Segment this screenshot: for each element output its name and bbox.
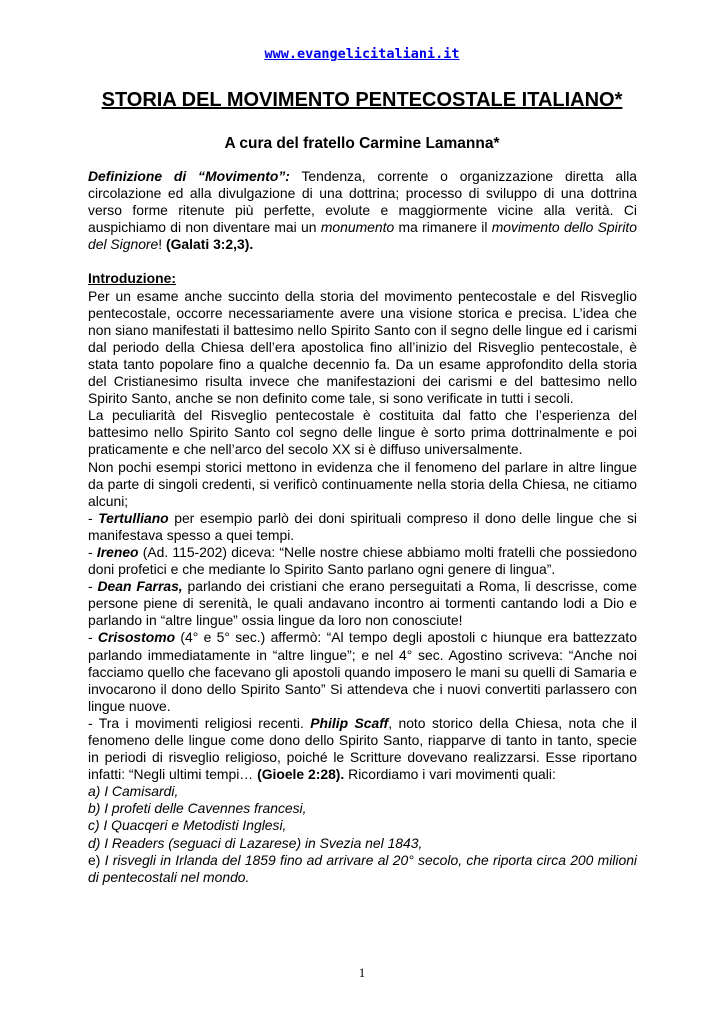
text-scaff: , noto storico della Chiesa, nota che il fenomeno delle lingue come dono dello Spirito Santo, riapparve di tanto in tanto, specie in periodi di risveglio religioso, poiché le Scritture dovevano realizzarsi. Esse riportano infatti: “Negli ultimi tempi… [88, 714, 638, 783]
example-scaff [88, 715, 637, 783]
example-ireneo [88, 544, 637, 578]
intro-paragraph-1: Per un esame anche succinto della storia del movimento pentecostale e del Risveglio pentecostale, occorre necessariamente avere una visione storica e precisa. L’idea che non siano manifestati il battesimo nello Spirito Santo con il segno delle lingue ed i carismi dal periodo della Chiesa dell’era apostolica fino all’inizio del Risveglio pentecostale, è stata tanto popolare fino a qualche decennio fa. Da un esame approfondito della storia del Cristianesimo risulta invece che manifestazioni dei carismi e del battesimo nello Spirito Santo, anche se non definito come tale, si sono verificate in tutti i secoli. [88, 287, 637, 407]
dash-marker: - [88, 629, 98, 646]
text-ireneo: (Ad. 115-202) diceva: “Nelle nostre chiese abbiamo molti fratelli che possiedono doni profetici e che mediante lo Spirito Santo parlano ogni genere di lingua”. [88, 543, 637, 578]
text-tertulliano: per esempio parlò dei doni spirituali compreso il dono delle lingue che si manifestava spesso a quei tempi. [88, 509, 637, 543]
example-tertulliano [88, 510, 637, 544]
text-crisostomo: (4° e 5° sec.) affermò: “Al tempo degli apostoli c hiunque era battezzato parlando immediatamente in “altre lingue”; e nel 4° sec. Agostino scriveva: “Anche noi facciamo quello che facevano gli apostoli quando imposero le mani su quelli di Samaria e invocarono il dono dello Spirito Santo” Si attendeva che i nuovi convertiti parlassero con lingue nuove. [88, 629, 637, 714]
dash-marker: - [88, 543, 97, 560]
text-farras: parlando dei cristiani che erano perseguitati a Roma, li descrisse, come persone piene di serenità, le quali andavano incontro ai tormenti cantando lodi a Dio e parlando in “altre lingue” ossia lingue da loro non conosciute! [88, 578, 637, 629]
definition-text-1: Tendenza, corrente o organizzazione diretta alla circolazione ed alla divulgazione di una dottrina; processo di sviluppo di una dottrina verso forme ritenute più perfette, evolute e maggiormente vicine alla verità. Ci auspichiamo di non diventare mai un [88, 168, 638, 236]
reference-gioele: (Gioele 2:28). [257, 766, 345, 783]
spacer [88, 253, 637, 270]
definition-text-2: ma rimanere il [394, 219, 492, 236]
definition-em-2: movimento dello Spirito del Signore [88, 219, 637, 253]
list-item: b) I profeti delle Cavennes francesi, [88, 800, 307, 817]
definition-paragraph [88, 168, 637, 253]
definition-em-1: monumento [320, 219, 395, 236]
text-scaff-post: Ricordiamo i vari movimenti quali: [344, 766, 556, 783]
definition-text-3: ! [158, 236, 166, 253]
name-farras: Dean Farras, [97, 578, 183, 595]
list-item: c) I Quacqeri e Metodisti Inglesi, [88, 817, 287, 834]
document-title: STORIA DEL MOVIMENTO PENTECOSTALE ITALIANO* [101, 89, 623, 111]
name-ireneo: Ireneo [96, 543, 139, 560]
document-body [88, 168, 637, 886]
intro-paragraph-2: La peculiarità del Risveglio pentecostale è costituita dal fatto che l’esperienza del battesimo nello Spirito Santo col segno delle lingue è sorto prima dottrinalmente e poi praticamente e che nell’arco del secolo XX si è diffuso universalmente. [88, 407, 637, 458]
site-header [0, 46, 724, 62]
text-scaff-pre: Tra i movimenti religiosi recenti. [98, 714, 311, 731]
name-scaff: Philip Scaff [310, 714, 389, 731]
definition-reference: (Galati 3:2,3). [166, 236, 254, 253]
dash-marker: - [88, 509, 99, 526]
name-tertulliano: Tertulliano [98, 509, 169, 526]
intro-heading: Introduzione: [88, 270, 176, 287]
dash-marker: - [88, 578, 98, 595]
name-crisostomo: Crisostomo [97, 629, 176, 646]
site-link[interactable]: www.evangelicitaliani.it [264, 46, 460, 62]
dash-marker: - [88, 714, 99, 731]
definition-label: Definizione di “Movimento”: [88, 168, 290, 184]
list-item [88, 852, 637, 886]
list-item-text: I risvegli in Irlanda del 1859 fino ad arrivare al 20° secolo, che riporta circa 200 milioni di pentecostali nel mondo. [88, 851, 638, 885]
example-crisostomo [88, 629, 637, 714]
list-item: a) I Camisardi, [88, 783, 179, 800]
intro-paragraph-3: Non pochi esempi storici mettono in evidenza che il fenomeno del parlare in altre lingue da parte di singoli credenti, si verificò continuamente nella storia della Chiesa, ne citiamo alcuni; [88, 458, 637, 509]
list-marker: e) [88, 851, 105, 868]
document-subtitle: A cura del fratello Carmine Lamanna* [224, 135, 500, 152]
page-number: 1 [358, 965, 366, 980]
example-farras [88, 578, 637, 629]
list-item: d) I Readers (seguaci di Lazarese) in Svezia nel 1843, [88, 834, 423, 851]
